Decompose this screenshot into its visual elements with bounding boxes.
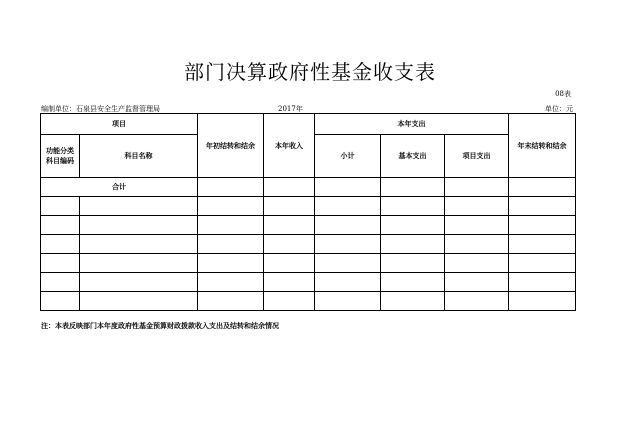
table-cell bbox=[80, 254, 198, 273]
table-cell bbox=[509, 216, 576, 235]
table-cell bbox=[381, 292, 445, 311]
table-cell bbox=[198, 254, 264, 273]
table-cell bbox=[41, 292, 80, 311]
table-cell bbox=[315, 197, 381, 216]
table-cell bbox=[381, 235, 445, 254]
footnote: 注：本表反映部门本年度政府性基金预算财政拨款收入支出及结转和结余情况 bbox=[41, 321, 279, 330]
total-cell bbox=[198, 178, 264, 197]
table-cell bbox=[509, 235, 576, 254]
total-label: 合计 bbox=[41, 178, 198, 197]
total-cell bbox=[445, 178, 509, 197]
table-cell bbox=[445, 254, 509, 273]
table-row bbox=[41, 197, 576, 216]
table-cell bbox=[80, 235, 198, 254]
table-cell bbox=[198, 273, 264, 292]
table-cell bbox=[80, 292, 198, 311]
total-cell bbox=[264, 178, 315, 197]
table-cell bbox=[445, 292, 509, 311]
table-cell bbox=[315, 292, 381, 311]
table-row bbox=[41, 292, 576, 311]
table-cell bbox=[80, 273, 198, 292]
header-item: 项目 bbox=[41, 114, 198, 135]
header-annual-expense: 本年支出 bbox=[315, 114, 509, 135]
table-cell bbox=[445, 216, 509, 235]
table-cell bbox=[198, 216, 264, 235]
table-cell bbox=[381, 216, 445, 235]
total-row bbox=[41, 178, 576, 197]
table-cell bbox=[315, 235, 381, 254]
header-basic-expense: 基本支出 bbox=[381, 135, 445, 178]
table-row bbox=[41, 235, 576, 254]
header-func-code: 功能分类 科目编码 bbox=[41, 135, 80, 178]
header-opening-balance: 年初结转和结余 bbox=[198, 114, 264, 178]
table-cell bbox=[264, 216, 315, 235]
table-row bbox=[41, 273, 576, 292]
table-cell bbox=[41, 235, 80, 254]
table-cell bbox=[509, 254, 576, 273]
table-cell bbox=[198, 235, 264, 254]
table-cell bbox=[264, 235, 315, 254]
table-cell bbox=[445, 273, 509, 292]
table-cell bbox=[315, 273, 381, 292]
header-closing-balance: 年末结转和结余 bbox=[509, 114, 576, 178]
header-annual-income: 本年收入 bbox=[264, 114, 315, 178]
table-cell bbox=[381, 197, 445, 216]
table-cell bbox=[264, 273, 315, 292]
fund-table bbox=[40, 113, 576, 311]
table-cell bbox=[509, 273, 576, 292]
table-cell bbox=[315, 216, 381, 235]
total-cell bbox=[381, 178, 445, 197]
header-subtotal: 小计 bbox=[315, 135, 381, 178]
header-subject-name: 科目名称 bbox=[80, 135, 198, 178]
table-cell bbox=[264, 254, 315, 273]
table-cell bbox=[445, 235, 509, 254]
table-cell bbox=[509, 197, 576, 216]
table-cell bbox=[41, 273, 80, 292]
table-cell bbox=[198, 292, 264, 311]
table-cell bbox=[445, 197, 509, 216]
table-cell bbox=[315, 254, 381, 273]
table-cell bbox=[381, 273, 445, 292]
compiling-unit: 编制单位：石泉县安全生产监督管理局 bbox=[41, 105, 160, 113]
table-cell bbox=[41, 254, 80, 273]
header-project-expense: 项目支出 bbox=[445, 135, 509, 178]
table-cell bbox=[264, 292, 315, 311]
total-cell bbox=[509, 178, 576, 197]
table-cell bbox=[80, 197, 198, 216]
report-year: 2017年 bbox=[278, 105, 303, 113]
table-code: 08表 bbox=[555, 90, 571, 98]
table-cell bbox=[80, 216, 198, 235]
page-title: 部门决算政府性基金收支表 bbox=[184, 60, 436, 84]
total-cell bbox=[315, 178, 381, 197]
table-row bbox=[41, 254, 576, 273]
table-cell bbox=[198, 197, 264, 216]
table-cell bbox=[381, 254, 445, 273]
table-row bbox=[41, 216, 576, 235]
table-cell bbox=[41, 216, 80, 235]
table-cell bbox=[41, 197, 80, 216]
currency-unit: 单位：元 bbox=[545, 105, 573, 113]
table-cell bbox=[509, 292, 576, 311]
table-cell bbox=[264, 197, 315, 216]
